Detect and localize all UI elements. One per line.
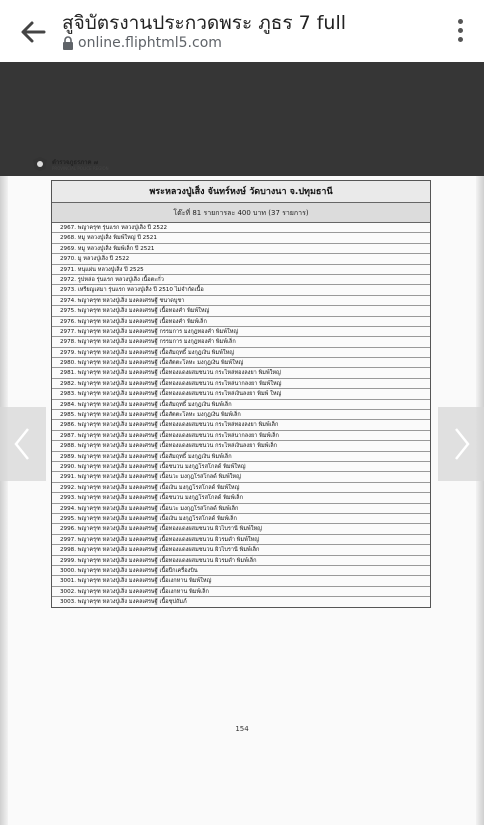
table-row: 2989. พญาครุฑ หลวงปู่เส็ง มงคลเศรษฐี เนื้อสัมฤทธิ์ มงกุฎเงิน พิมพ์เล็ก: [52, 452, 430, 462]
page-title: สูจิบัตรงานประกวดพระ ภูธร 7 full: [62, 12, 347, 34]
table-row: 2997. พญาครุฑ หลวงปู่เส็ง มงคลเศรษฐี เนื้อทองแดงผสมชนวน ผิวรมดำ พิมพ์ใหญ่: [52, 535, 430, 545]
table-row: 2990. พญาครุฑ หลวงปู่เส็ง มงคลเศรษฐี เนื้อชนวน มงกุฎโรสโกลด์ พิมพ์ใหญ่: [52, 462, 430, 472]
table-row: 2970. มู หลวงปู่เส็ง ปี 2522: [52, 254, 430, 264]
table-row: 2999. พญาครุฑ หลวงปู่เส็ง มงคลเศรษฐี เนื้อทองแดงผสมชนวน ผิวรมดำ พิมพ์เล็ก: [52, 556, 430, 566]
table-row: 3000. พญาครุฑ หลวงปู่เส็ง มงคลเศรษฐี เนื้อปีกเครื่องบิน: [52, 566, 430, 576]
more-vert-icon[interactable]: [456, 19, 464, 45]
table-row: 2995. พญาครุฑ หลวงปู่เส็ง มงคลเศรษฐี เนื้อเงิน มงกุฎโรสโกลด์ พิมพ์เล็ก: [52, 514, 430, 524]
table-row: 2985. พญาครุฑ หลวงปู่เส็ง มงคลเศรษฐี เนื้อสัตตะโลหะ มงกุฎเงิน พิมพ์เล็ก: [52, 410, 430, 420]
table-row: 2968. หมู หลวงปู่เส็ง พิมพ์ใหญ่ ปี 2521: [52, 233, 430, 243]
chevron-right-icon: [438, 407, 484, 481]
org-name: ตำรวจภูธรภาค ๗: [52, 159, 99, 166]
table-row: 2975. พญาครุฑ หลวงปู่เส็ง มงคลเศรษฐี เนื้อทองคำ พิมพ์ใหญ่: [52, 306, 430, 316]
table-row: 3003. พญาครุฑ หลวงปู่เส็ง มงคลเศรษฐี เนื้อชุปถัมภ์: [60, 599, 187, 606]
url-bar[interactable]: [62, 35, 222, 51]
back-arrow-icon[interactable]: [18, 17, 48, 47]
table-row: 2992. พญาครุฑ หลวงปู่เส็ง มงคลเศรษฐี เนื้อเงิน มงกุฎโรสโกลด์ พิมพ์ใหญ่: [52, 483, 430, 493]
url-text: online.fliphtml5.com: [78, 35, 222, 51]
table-row: 2971. หนุแผ่น หลวงปู่เส็ง ปี 2525: [52, 265, 430, 275]
table-row: 2996. พญาครุฑ หลวงปู่เส็ง มงคลเศรษฐี เนื้อทองแดงผสมชนวน ผิวไบรานี พิมพ์ใหญ่: [52, 524, 430, 534]
next-page-button[interactable]: [438, 407, 484, 481]
table-row: 2977. พญาครุฑ หลวงปู่เส็ง มงคลเศรษฐี กรรมการ มงกุฎทองคำ พิมพ์ใหญ่: [52, 327, 430, 337]
table-row: 2986. พญาครุฑ หลวงปู่เส็ง มงคลเศรษฐี เนื้อทองแดงผสมชนวน กระไหล่ทองลงยา พิมพ์เล็ก: [52, 420, 430, 430]
table-row: 2991. พญาครุฑ หลวงปู่เส็ง มงคลเศรษฐี เนื้อนวะ มงกุฎโรสโกลด์ พิมพ์ใหญ่: [52, 472, 430, 482]
table-row: 2983. พญาครุฑ หลวงปู่เส็ง มงคลเศรษฐี เนื้อทองแดงผสมชนวน กระไหล่เงินลงยา พิมพ์ ใหญ่: [52, 389, 430, 399]
table-row: 2974. พญาครุฑ หลวงปู่เส็ง มงคลเศรษฐี ชนาดบูชา: [52, 296, 430, 306]
page-number: 154: [235, 725, 249, 733]
table-row: 2979. พญาครุฑ หลวงปู่เส็ง มงคลเศรษฐี เนื้อสัมฤทธิ์ มงกุฎเงิน พิมพ์ใหญ่: [52, 348, 430, 358]
table-row: 2993. พญาครุฑ หลวงปู่เส็ง มงคลเศรษฐี เนื้อชนวน มงกุฎโรสโกลด์ พิมพ์เล็ก: [52, 493, 430, 503]
browser-toolbar: [0, 0, 484, 62]
table-row: 2998. พญาครุฑ หลวงปู่เส็ง มงคลเศรษฐี เนื้อทองแดงผสมชนวน ผิวไบรานี พิมพ์เล็ก: [52, 545, 430, 555]
table-row: 2978. พญาครุฑ หลวงปู่เส็ง มงคลเศรษฐี กรรมการ มงกุฎทองคำ พิมพ์เล็ก: [52, 337, 430, 347]
table-row: 2982. พญาครุฑ หลวงปู่เส็ง มงคลเศรษฐี เนื้อทองแดงผสมชนวน กระไหล่นากลงยา พิมพ์ใหญ่: [52, 379, 430, 389]
table-row: 2988. พญาครุฑ หลวงปู่เส็ง มงคลเศรษฐี เนื้อทองแดงผสมชนวน กระไหล่เงินลงยา พิมพ์เล็ก: [52, 441, 430, 451]
lock-icon: [62, 36, 74, 50]
table-body: [52, 223, 430, 607]
police-emblem-icon: [32, 156, 48, 172]
table-row: 2972. รูปหล่อ รุ่นแรก หลวงปู่เส็ง เนื้อตะกั่ว: [52, 275, 430, 285]
item-table: [51, 180, 431, 608]
table-row: 2994. พญาครุฑ หลวงปู่เส็ง มงคลเศรษฐี เนื้อนวะ มงกุฎโรสโกลด์ พิมพ์เล็ก: [52, 504, 430, 514]
org-subtitle: PROVINCIAL POLICE REGION: [52, 166, 109, 171]
table-row: 3001. พญาครุฑ หลวงปู่เส็ง มงคลเศรษฐี เนื้อเงกหาน พิมพ์ใหญ่: [52, 576, 430, 586]
table-row: 3002. พญาครุฑ หลวงปู่เส็ง มงคลเศรษฐี เนื้อเงกหาน พิมพ์เล็ก: [52, 587, 430, 597]
table-row: 2981. พญาครุฑ หลวงปู่เส็ง มงคลเศรษฐี เนื้อทองแดงผสมชนวน กระไหล่ทองลงยา พิมพ์ใหญ่: [52, 368, 430, 378]
table-row: 2984. พญาครุฑ หลวงปู่เส็ง มงคลเศรษฐี เนื้อสัมฤทธิ์ มงกุฎเงิน พิมพ์เล็ก: [52, 400, 430, 410]
table-row: 2976. พญาครุฑ หลวงปู่เส็ง มงคลเศรษฐี เนื้อทองคำ พิมพ์เล็ก: [52, 317, 430, 327]
prev-page-button[interactable]: [0, 407, 46, 481]
table-row: 2973. เหรียญเสมา รุ่นแรก หลวงปู่เส็ง ปี 2510 ไม่จำกัดเนื้อ: [52, 285, 430, 295]
table-row: 2980. พญาครุฑ หลวงปู่เส็ง มงคลเศรษฐี เนื้อสัตตะโลหะ มงกุฎเงิน พิมพ์ใหญ่: [52, 358, 430, 368]
table-subtitle: โต๊ะที่ 81 รายการละ 400 บาท (37 รายการ): [52, 203, 430, 223]
chevron-left-icon: [0, 407, 46, 481]
table-row: 2987. พญาครุฑ หลวงปู่เส็ง มงคลเศรษฐี เนื้อทองแดงผสมชนวน กระไหล่นากลงยา พิมพ์เล็ก: [52, 431, 430, 441]
table-title: พระหลวงปู่เส็ง จันทร์หงษ์ วัดบางนา จ.ปทุมธานี: [52, 181, 430, 203]
table-row: 2969. หมู หลวงปู่เส็ง พิมพ์เล็ก ปี 2521: [52, 244, 430, 254]
table-row: 2967. พญาครุฑ รุ่นแรก หลวงปู่เส็ง ปี 2522: [52, 223, 430, 233]
